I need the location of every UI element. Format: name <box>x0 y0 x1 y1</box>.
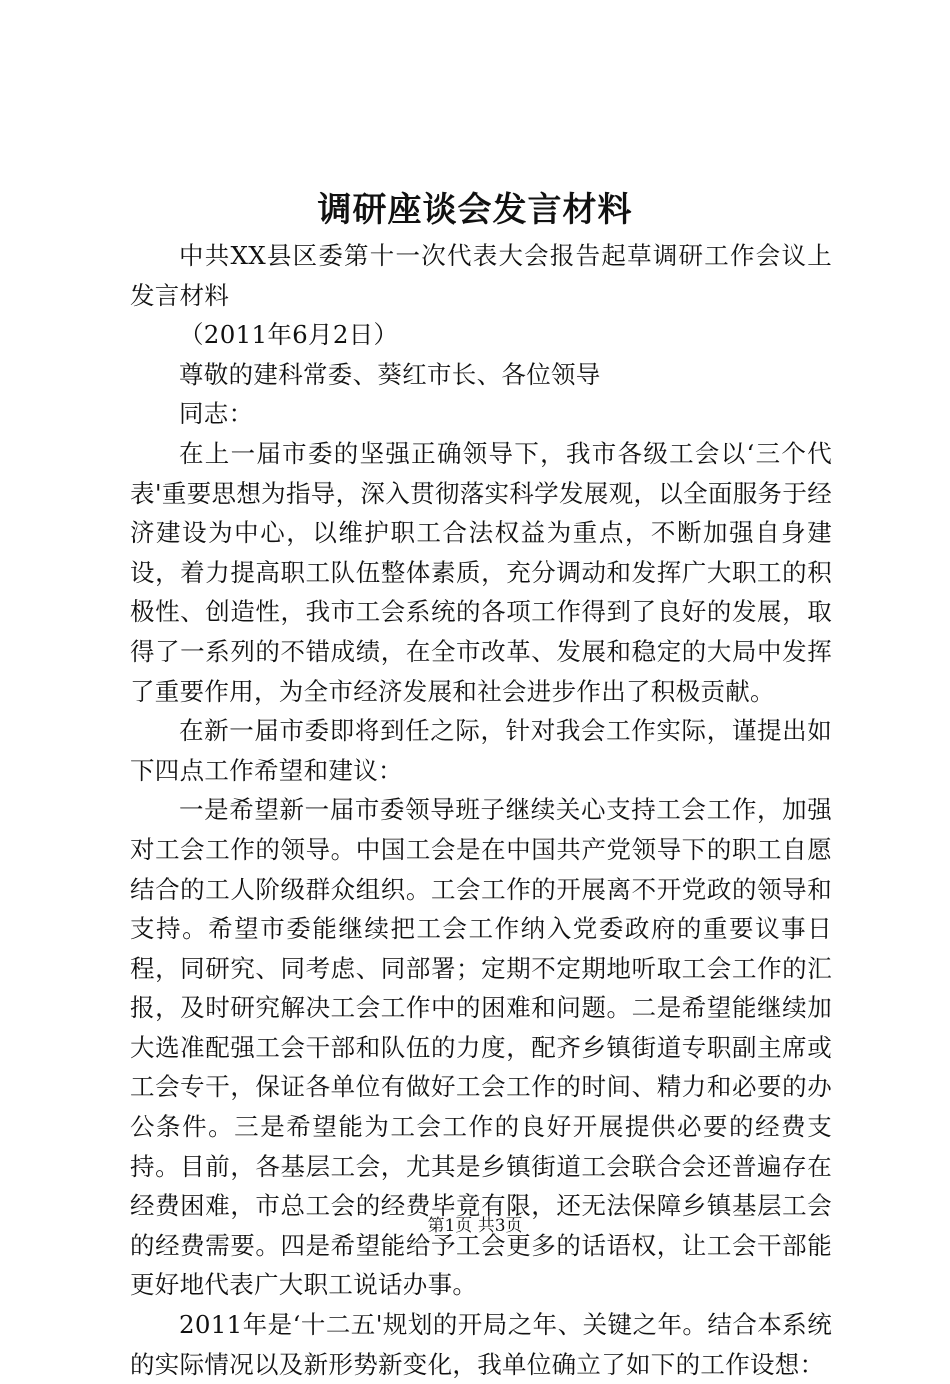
salutation-paragraph: 尊敬的建科常委、葵红市长、各位领导 <box>179 359 601 389</box>
body-paragraph: 在上一届市委的坚强正确领导下，我市各级工会以‘三个代表'重要思想为指导，深入贯彻落实科学发展观，以全面服务于经济建设为中心，以维护职工合法权益为重点，不断加强自身建设，着力提高职工队伍整体素质，充分调动和发挥广大职工的积极性、创造性，我市工会系统的各项工作得到了良好的发展，取得了一系列的不错成绩，在全市改革、发展和稳定的大局中发挥了重要作用，为全市经济发展和社会进步作出了积极贡献。 <box>130 438 832 706</box>
date-paragraph: （2011年6月2日） <box>179 320 399 350</box>
document-title: 调研座谈会发言材料 <box>317 190 633 230</box>
body-paragraph: 一是希望新一届市委领导班子继续关心支持工会工作，加强对工会工作的领导。中国工会是在中国共产党领导下的职工自愿结合的工人阶级群众组织。工会工作的开展离不开党政的领导和支持。希望市委能继续把工会工作纳入党委政府的重要议事日程，同研究、同考虑、同部署；定期不定期地听取工会工作的汇报，及时研究解决工会工作中的困难和问题。二是希望能继续加大选准配强工会干部和队伍的力度，配齐乡镇街道专职副主席或工会专干，保证各单位有做好工会工作的时间、精力和必要的办公条件。三是希望能为工会工作的良好开展提供必要的经费支持。目前，各基层工会，尤其是乡镇街道工会联合会还普遍存在经费困难，市总工会的经费毕竟有限，还无法保障乡镇基层工会的经费需要。四是希望能给予工会更多的话语权，让工会干部能更好地代表广大职工说话办事。 <box>130 795 832 1300</box>
document-body <box>130 236 832 1384</box>
subtitle-paragraph: 中共XX县区委第十一次代表大会报告起草调研工作会议上发言材料 <box>130 241 832 310</box>
body-paragraph: 2011年是‘十二五'规划的开局之年、关键之年。结合本系统的实际情况以及新形势新变化，我单位确立了如下的工作设想： <box>130 1310 832 1379</box>
salutation-suffix-paragraph: 同志： <box>179 399 254 429</box>
body-paragraph: 在新一届市委即将到任之际，针对我会工作实际，谨提出如下四点工作希望和建议： <box>130 716 832 785</box>
page-footer: 第1页 共3页 <box>427 1216 523 1236</box>
